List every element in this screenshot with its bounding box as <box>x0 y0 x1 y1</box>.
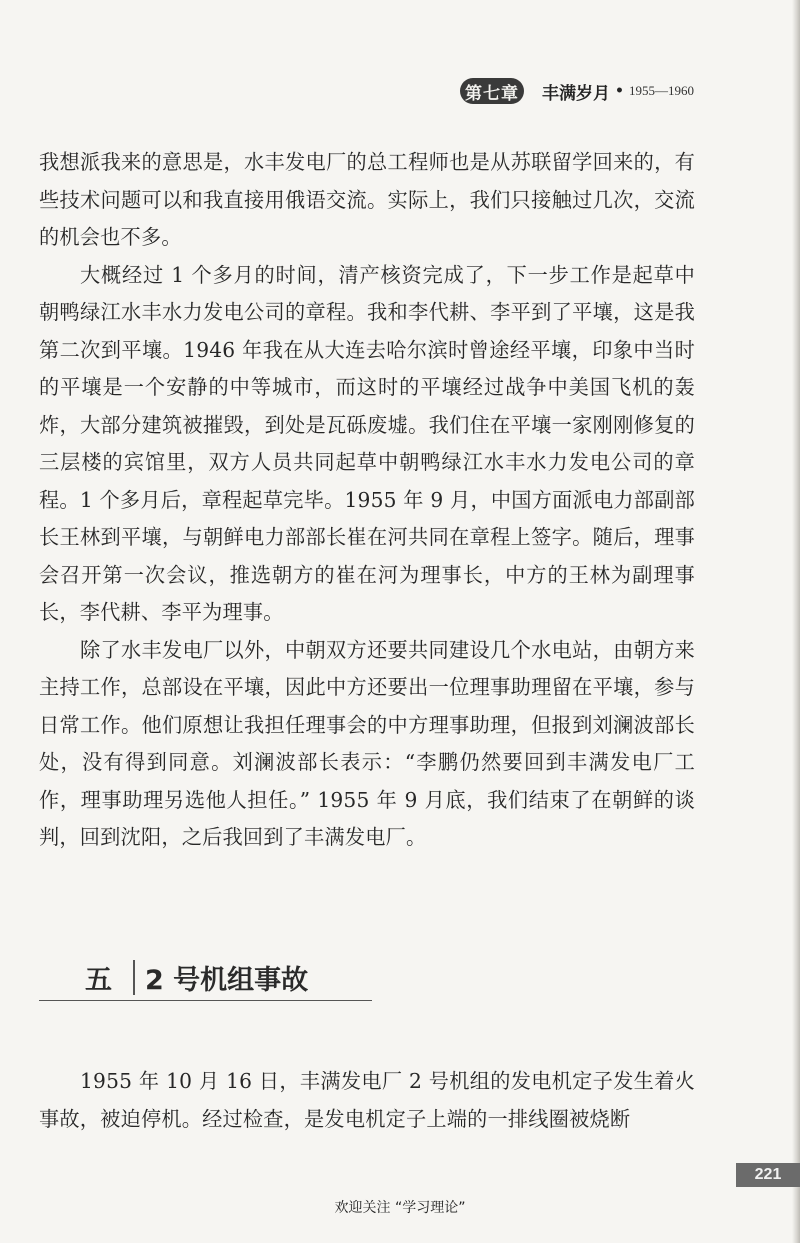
section-number: 五 <box>85 965 112 996</box>
chapter-badge: 第七章 <box>460 78 524 104</box>
body-text-top <box>39 144 695 857</box>
section-heading <box>39 952 372 1001</box>
paragraph: 大概经过 1 个多月的时间，清产核资完成了，下一步工作是起草中朝鸭绿江水丰水力发电公司的章程。我和李代耕、李平到了平壤，这是我第二次到平壤。1946 年我在从大连去哈尔滨时曾途经平壤，印象中当时的平壤是一个安静的中等城市，而这时的平壤经过战争中美国飞机的轰炸，大部分建筑被摧毁，到处是瓦砾废墟。我们住在平壤一家刚刚修复的三层楼的宾馆里，双方人员共同起草中朝鸭绿江水丰水力发电公司的章程。1 个多月后，章程起草完毕。1955 年 9 月，中国方面派电力部副部长王林到平壤，与朝鲜电力部部长崔在河共同在章程上签字。随后，理事会召开第一次会议，推选朝方的崔在河为理事长，中方的王林为副理事长，李代耕、李平为理事。 <box>39 262 695 624</box>
chapter-title: 丰满岁月 <box>542 83 611 104</box>
paragraph: 1955 年 10 月 16 日，丰满发电厂 2 号机组的发电机定子发生着火事故，被迫停机。经过检查，是发电机定子上端的一排线圈被烧断 <box>39 1069 695 1131</box>
running-header <box>460 78 694 104</box>
section-title: 2 号机组事故 <box>145 965 309 996</box>
body-text-bottom <box>39 1063 695 1138</box>
paragraph-continued: 我想派我来的意思是，水丰发电厂的总工程师也是从苏联留学回来的，有些技术问题可以和我直接用俄语交流。实际上，我们只接触过几次，交流的机会也不多。 <box>39 150 695 249</box>
book-spine-edge <box>792 0 800 1243</box>
page-number: 221 <box>736 1163 800 1187</box>
section-divider <box>133 960 135 995</box>
chapter-years: 1955—1960 <box>629 83 694 98</box>
footer-note: 欢迎关注 “学习理论” <box>334 1200 466 1216</box>
header-separator: • <box>615 83 624 99</box>
paragraph: 除了水丰发电厂以外，中朝双方还要共同建设几个水电站，由朝方来主持工作，总部设在平壤，因此中方还要出一位理事助理留在平壤，参与日常工作。他们原想让我担任理事会的中方理事助理，但报到刘澜波部长处，没有得到同意。刘澜波部长表示：“李鹏仍然要回到丰满发电厂工作，理事助理另选他人担任。” 1955 年 9 月底，我们结束了在朝鲜的谈判，回到沈阳，之后我回到了丰满发电厂。 <box>39 637 695 849</box>
